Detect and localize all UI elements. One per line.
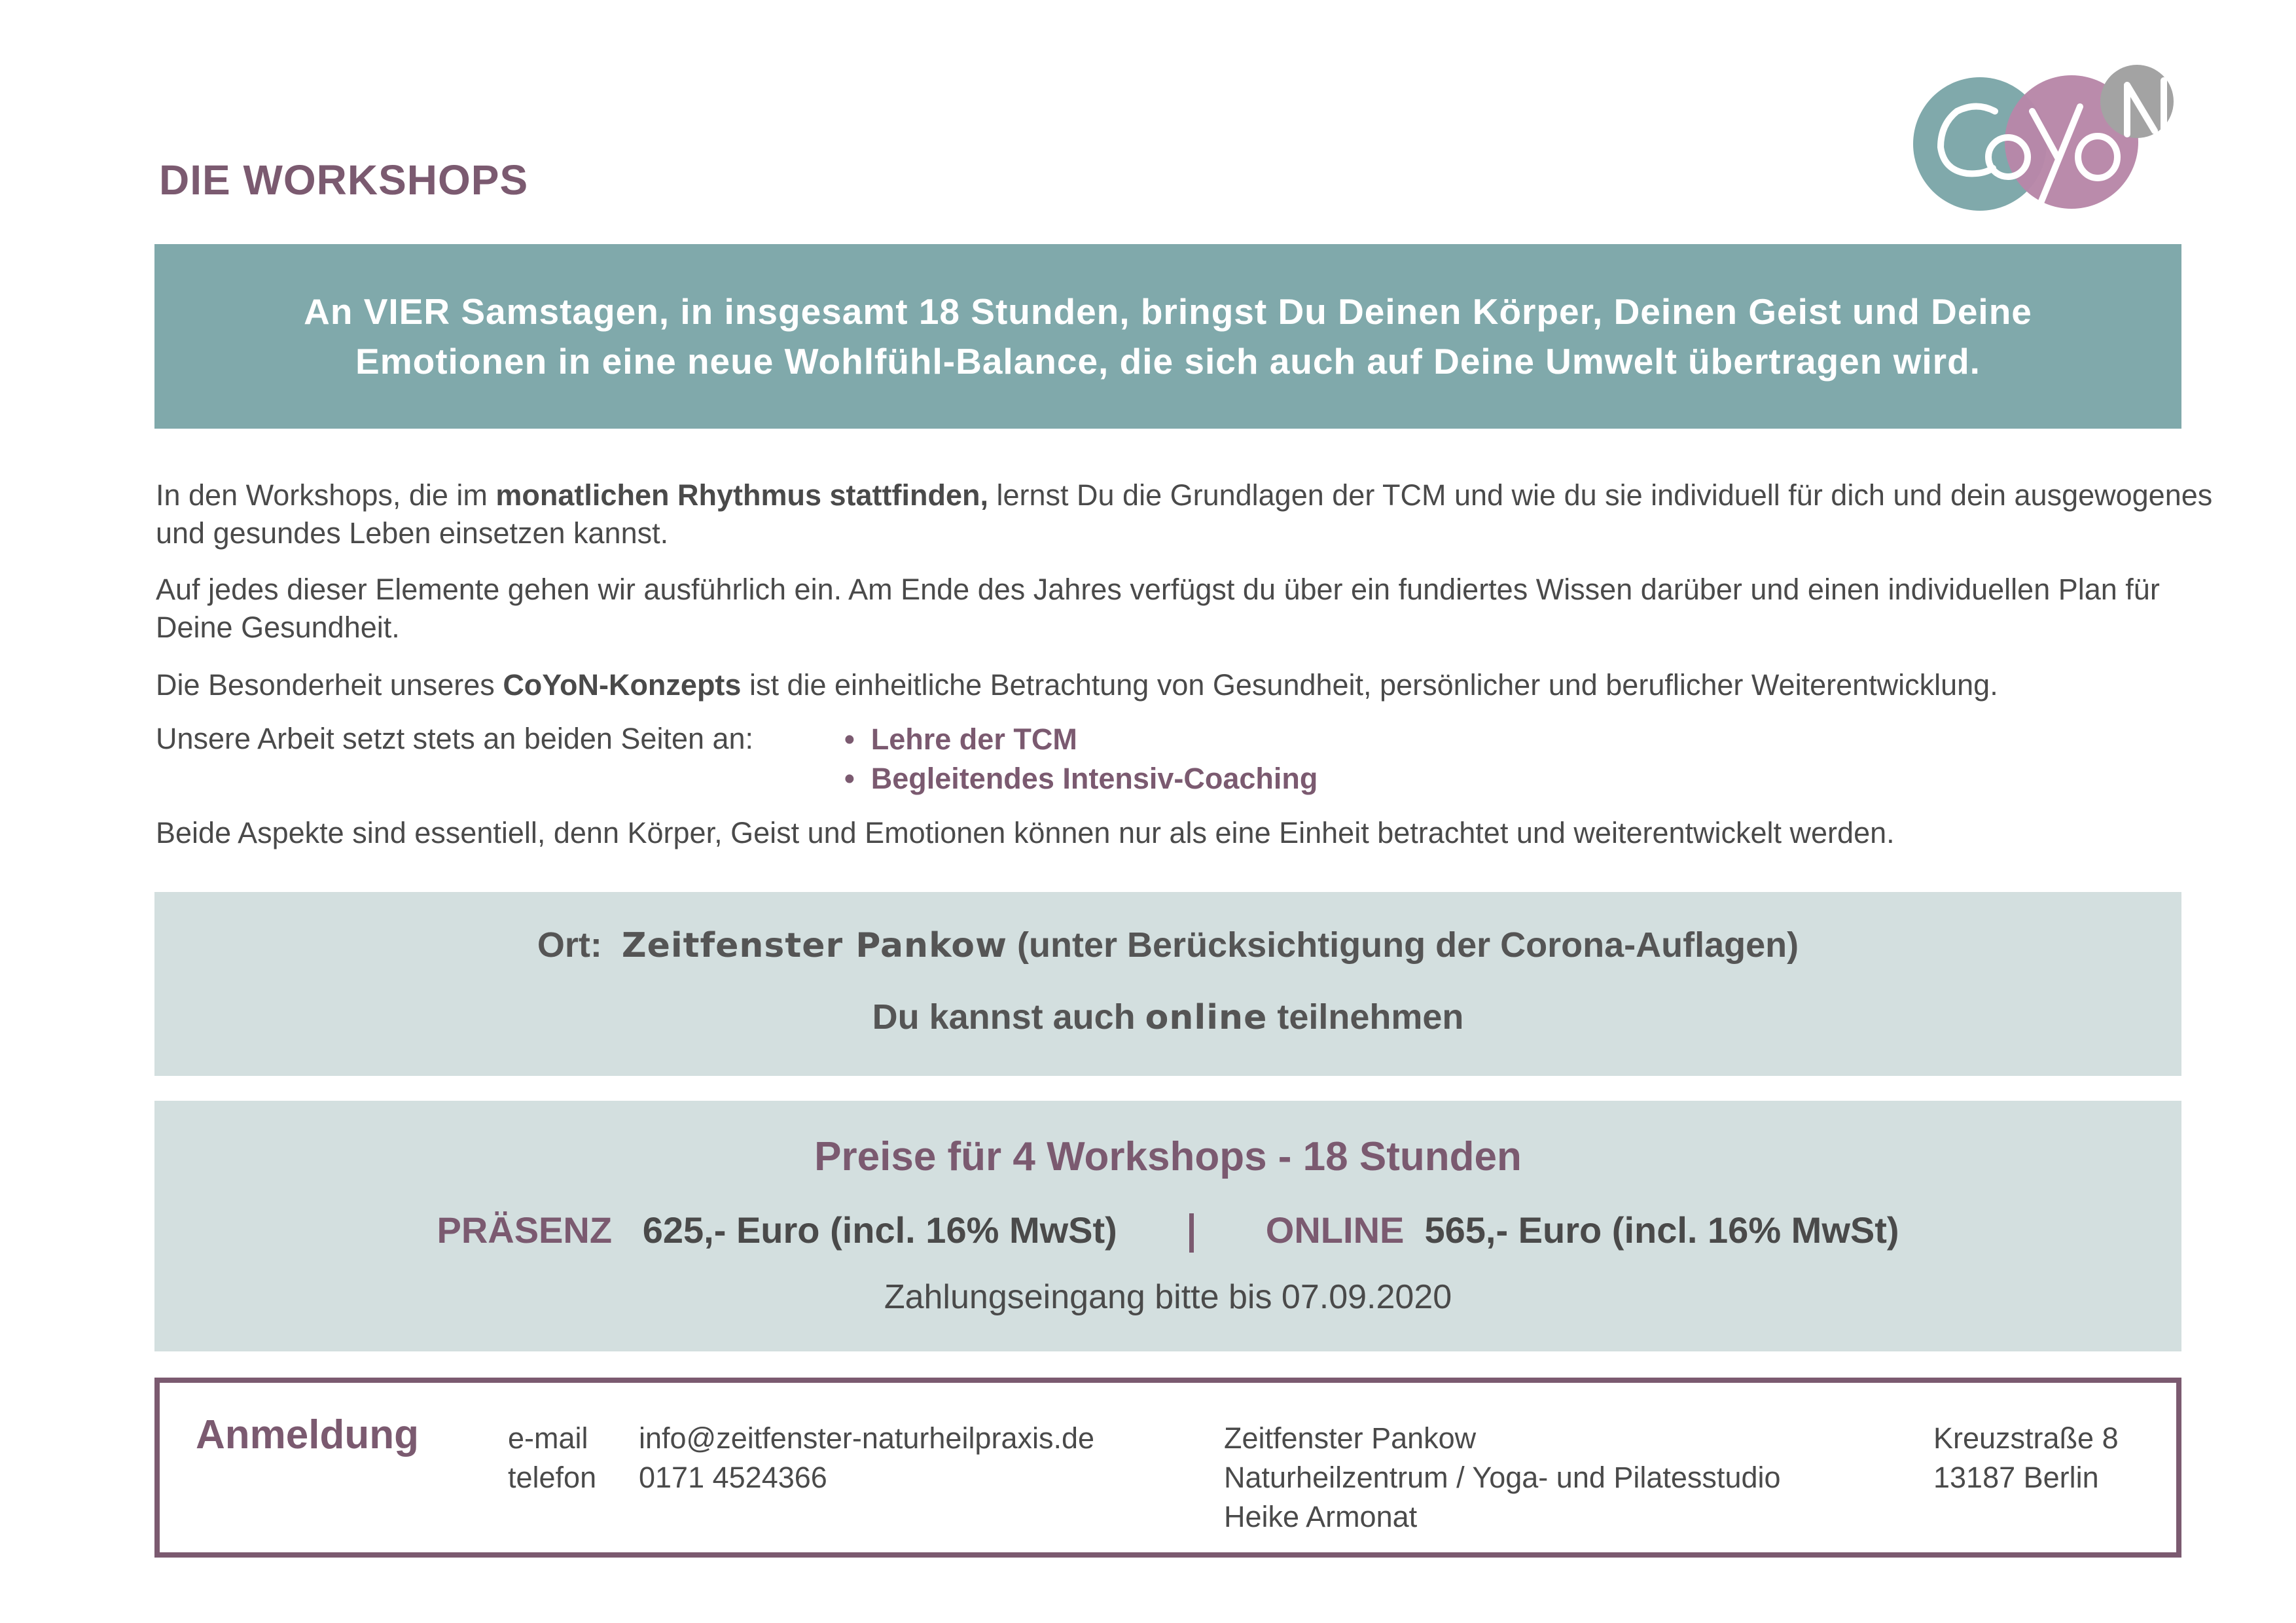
divider — [1189, 1213, 1194, 1253]
location-place: Zeitfenster Pankow — [621, 926, 1008, 965]
text: Du kannst auch — [872, 997, 1145, 1037]
banner-line-2: Emotionen in eine neue Wohlfühl-Balance, die sich auch auf Deine Umwelt übertragen wird. — [355, 341, 1981, 382]
address-city: 13187 Berlin — [1933, 1461, 2099, 1494]
emphasis: online — [1145, 998, 1268, 1037]
payment-deadline: Zahlungseingang bitte bis 07.09.2020 — [884, 1278, 1452, 1316]
registration-box — [154, 1378, 2181, 1558]
bullet-list — [844, 720, 1318, 798]
online-label: ONLINE — [1265, 1209, 1405, 1251]
location-line — [154, 925, 2181, 965]
org-name: Zeitfenster Pankow — [1224, 1421, 1477, 1455]
phone-number[interactable]: 0171 4524366 — [639, 1461, 827, 1494]
org-description: Naturheilzentrum / Yoga- und Pilatesstudio — [1224, 1461, 1781, 1494]
location-label: Ort: — [537, 925, 602, 965]
coyon-logo — [1911, 62, 2186, 213]
location-note: (unter Berücksichtigung der Corona-Auflagen) — [1017, 925, 1799, 965]
emphasis: monatlichen Rhythmus stattfinden, — [495, 478, 988, 512]
text: ist die einheitliche Betrachtung von Gesundheit, persönlicher und beruflicher Weiterentwicklung. — [741, 668, 1998, 702]
org-contact: Heike Armonat — [1224, 1500, 1418, 1533]
bullet-text: Begleitendes Intensiv-Coaching — [870, 762, 1318, 795]
location-box — [154, 892, 2181, 1076]
prices-heading: Preise für 4 Workshops - 18 Stunden — [814, 1134, 1522, 1179]
text: In den Workshops, die im — [156, 478, 496, 512]
registration-heading: Anmeldung — [196, 1412, 419, 1457]
presence-label: PRÄSENZ — [437, 1209, 613, 1251]
online-line — [154, 997, 2181, 1037]
paragraph-5: Beide Aspekte sind essentiell, denn Körper, Geist und Emotionen können nur als eine Einheit betrachtet und weiterentwickelt werden. — [156, 816, 1895, 849]
paragraph-3 — [156, 666, 2250, 704]
bullet-item: • Begleitendes Intensiv-Coaching — [844, 762, 1318, 795]
text: Die Besonderheit unseres — [156, 668, 503, 702]
page-title: DIE WORKSHOPS — [159, 156, 529, 204]
prices-box — [154, 1101, 2181, 1351]
emphasis: CoYoN-Konzepts — [503, 668, 742, 702]
paragraph-2: Auf jedes dieser Elemente gehen wir ausführlich ein. Am Ende des Jahres verfügst du über ein fundiertes Wissen darüber und einen individuellen Plan für Deine Gesundheit. — [156, 573, 2160, 644]
text: lernst Du die Grundlagen der TCM und wie du sie individuell für dich und dein ausgewogenes und gesundes Leben einsetzen kannst. — [156, 478, 2213, 550]
address-street: Kreuzstraße 8 — [1933, 1421, 2119, 1455]
paragraph-1 — [156, 476, 2217, 552]
bullet-item: • Lehre der TCM — [844, 722, 1077, 756]
prices-row — [154, 1209, 2181, 1253]
online-price: 565,- Euro (incl. 16% MwSt) — [1424, 1209, 1899, 1251]
banner-line-1: An VIER Samstagen, in insgesamt 18 Stunden, bringst Du Deinen Körper, Deinen Geist und Deine — [304, 291, 2032, 332]
intro-banner — [154, 244, 2181, 429]
phone-label: telefon — [508, 1461, 597, 1494]
email-label: e-mail — [508, 1421, 588, 1455]
bullet-text: Lehre der TCM — [870, 722, 1077, 756]
email-link[interactable]: info@zeitfenster-naturheilpraxis.de — [639, 1421, 1095, 1455]
paragraph-4: Unsere Arbeit setzt stets an beiden Seiten an: — [156, 722, 754, 755]
text: teilnehmen — [1267, 997, 1464, 1037]
presence-price: 625,- Euro (incl. 16% MwSt) — [642, 1209, 1117, 1251]
